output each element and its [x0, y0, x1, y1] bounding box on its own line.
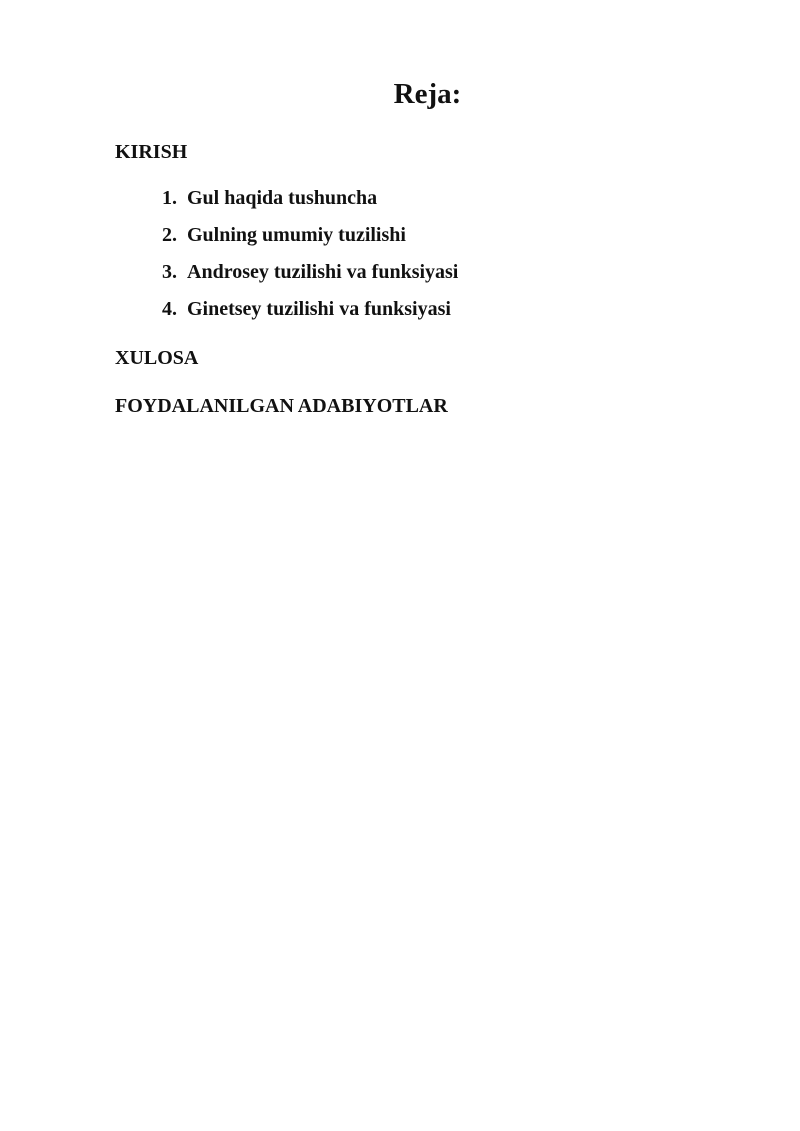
section-intro: KIRISH [115, 141, 188, 163]
list-item [162, 297, 458, 334]
page-title: Reja: [393, 78, 462, 110]
list-item-number: 2. [162, 224, 177, 246]
plan-list [162, 186, 458, 334]
list-item-text: Gulning umumiy tuzilishi [187, 224, 406, 246]
section-references: FOYDALANILGAN ADABIYOTLAR [115, 395, 448, 417]
list-item-text: Gul haqida tushuncha [187, 187, 378, 209]
list-item-number: 4. [162, 298, 177, 320]
section-conclusion: XULOSA [115, 347, 199, 369]
list-item [162, 186, 458, 223]
list-item-text: Ginetsey tuzilishi va funksiyasi [187, 298, 451, 320]
list-item [162, 223, 458, 260]
list-item [162, 260, 458, 297]
list-item-number: 1. [162, 187, 177, 209]
list-item-number: 3. [162, 261, 177, 283]
list-item-text: Androsey tuzilishi va funksiyasi [187, 261, 459, 283]
